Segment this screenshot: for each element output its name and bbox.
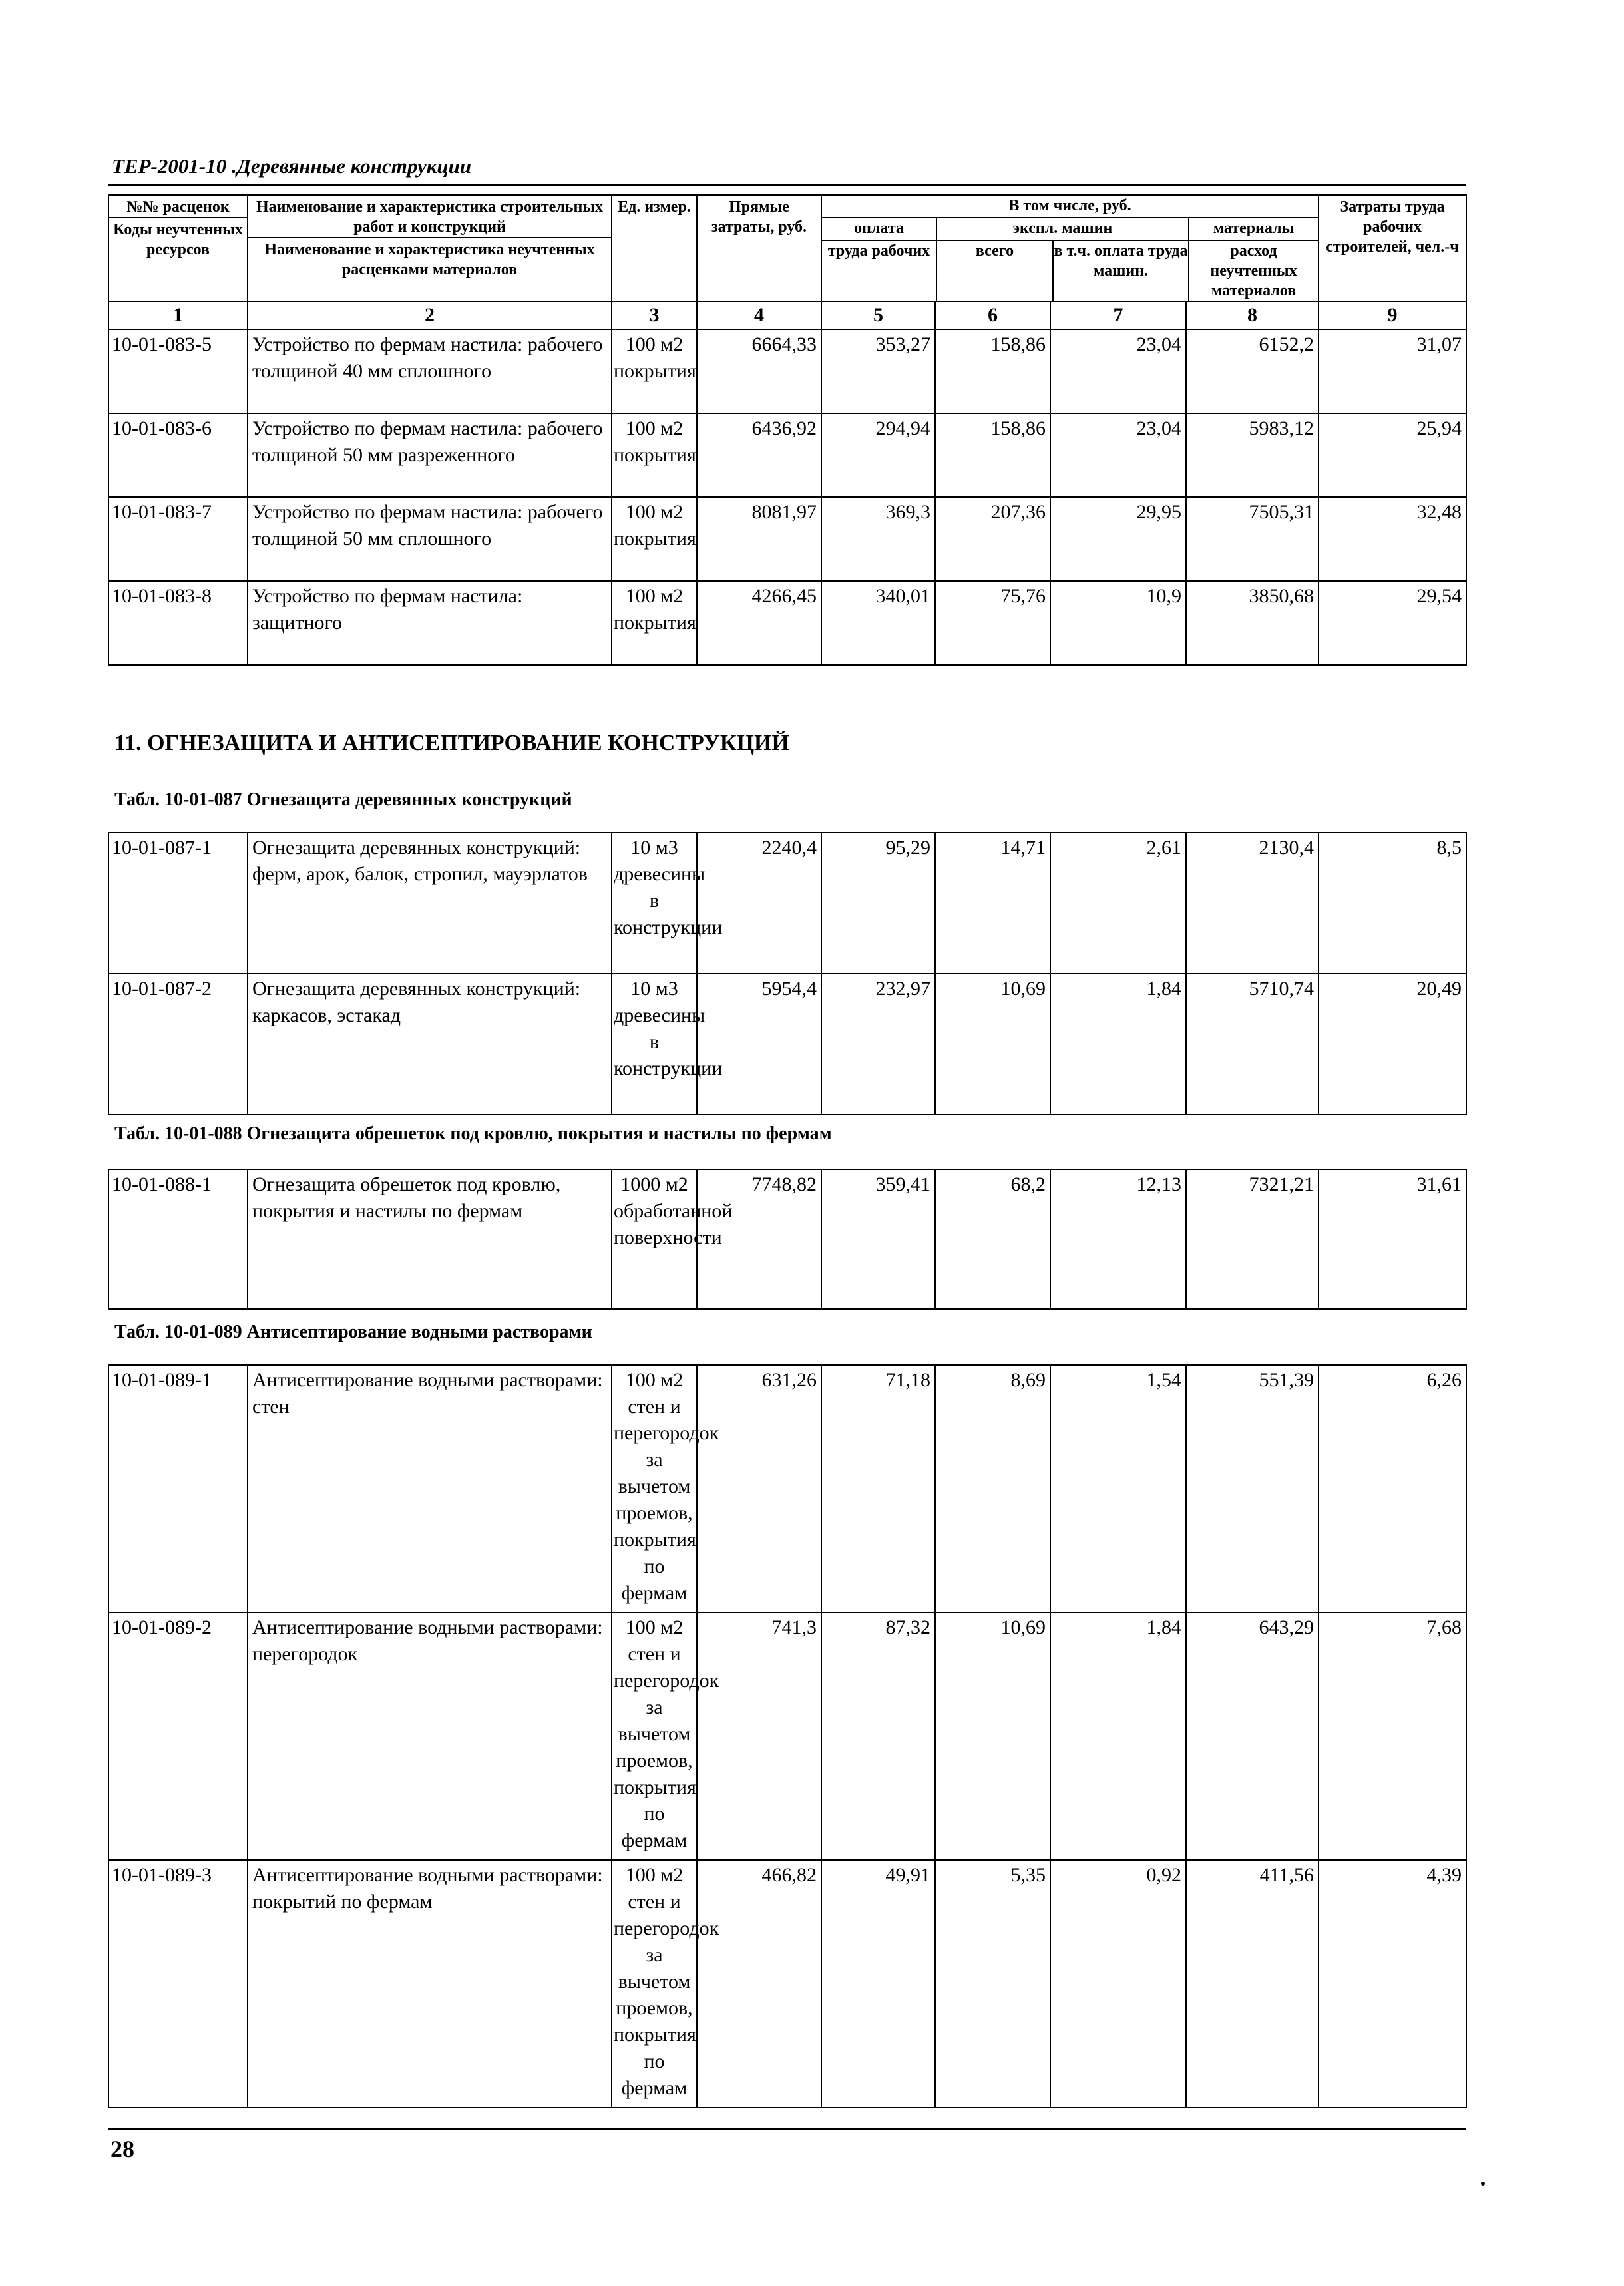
header-rule: [108, 184, 1466, 186]
rows-083: [108, 329, 1466, 665]
wage-group-label: оплата: [822, 218, 937, 240]
table-088: [108, 1169, 1467, 1310]
section-title: 11. ОГНЕЗАЩИТА И АНТИСЕПТИРОВАНИЕ КОНСТРУКЦИЙ: [114, 731, 789, 755]
table-row: 10-01-089-2 Антисептирование водными растворами: перегородок 100 м2 стен и перегородок за вычетом проемов, покрытия по фермам 741,3 87,32 10,69 1,84 643,29 7,68: [108, 1613, 1466, 1860]
col-code-header: №№ расценок Коды неучтенных ресурсов: [108, 195, 248, 301]
table-row: 10-01-088-1 Огнезащита обрешеток под кровлю, покрытия и настилы по фермам 1000 м2 обработанной поверхности 7748,82 359,41 68,2 12,13 7321,21 31,61: [108, 1169, 1466, 1309]
table-row: 10-01-083-5 Устройство по фермам настила: рабочего толщиной 40 мм сплошного 100 м2 покрытия 6664,33 353,27 158,86 23,04 6152,2 31,07: [108, 329, 1466, 413]
table-header: №№ расценок Коды неучтенных ресурсов Наименование и характеристика строительных работ и конструкций Наименование и характеристика неучтенных расценками материалов Ед. измер. Прямые затраты, руб. В том числе, руб. оплата экспл. машин материалы труда рабочих всего в т.ч. оплата труда машин. расход неучтенных материалов Затраты труда рабочих строителей, чел.-ч 1 2 3 4 5 6 7 8 9: [108, 195, 1466, 329]
col-wage-header: труда рабочих: [822, 241, 937, 301]
page-number: 28: [110, 2136, 134, 2162]
scan-dot: [1481, 2182, 1485, 2186]
page-header: ТЕР-2001-10 .Деревянные конструкции: [112, 154, 472, 178]
table-row: 10-01-083-7 Устройство по фермам настила: рабочего толщиной 50 мм сплошного 100 м2 покрытия 8081,97 369,3 207,36 29,95 7505,31 32,48: [108, 497, 1466, 581]
table-row: 10-01-083-8 Устройство по фермам настила: защитного 100 м2 покрытия 4266,45 340,01 75,76 10,9 3850,68 29,54: [108, 581, 1466, 665]
table-087-title: Табл. 10-01-087 Огнезащита деревянных конструкций: [114, 789, 572, 810]
table-087: [108, 832, 1467, 1115]
table-row: 10-01-089-1 Антисептирование водными растворами: стен 100 м2 стен и перегородок за вычетом проемов, покрытия по фермам 631,26 71,18 8,69 1,54 551,39 6,26: [108, 1365, 1466, 1613]
table-088-title: Табл. 10-01-088 Огнезащита обрешеток под кровлю, покрытия и настилы по фермам: [114, 1123, 832, 1144]
col-direct-header: Прямые затраты, руб.: [697, 195, 821, 301]
table-row: 10-01-087-2 Огнезащита деревянных конструкций: каркасов, эстакад 10 м3 древесины в конструкции 5954,4 232,97 10,69 1,84 5710,74 20,49: [108, 974, 1466, 1115]
col-unit-header: Ед. измер.: [612, 195, 697, 301]
table-row: 10-01-089-3 Антисептирование водными растворами: покрытий по фермам 100 м2 стен и перегородок за вычетом проемов, покрытия по фермам 466,82 49,91 5,35 0,92 411,56 4,39: [108, 1860, 1466, 2108]
table-089-title: Табл. 10-01-089 Антисептирование водными растворами: [114, 1322, 592, 1342]
table-row: 10-01-087-1 Огнезащита деревянных конструкций: ферм, арок, балок, стропил, мауэрлатов 10 м3 древесины в конструкции 2240,4 95,29 14,71 2,61 2130,4 8,5: [108, 833, 1466, 974]
footer-rule: [108, 2128, 1466, 2130]
col-group-header: В том числе, руб. оплата экспл. машин материалы труда рабочих всего в т.ч. оплата труда машин. расход неучтенных материалов: [821, 195, 1319, 301]
table-083: [108, 194, 1467, 666]
col-name-header: Наименование и характеристика строительных работ и конструкций Наименование и характеристика неучтенных расценками материалов: [248, 195, 612, 301]
table-row: 10-01-083-6 Устройство по фермам настила: рабочего толщиной 50 мм разреженного 100 м2 покрытия 6436,92 294,94 158,86 23,04 5983,12 25,94: [108, 413, 1466, 497]
col-labor-header: Затраты труда рабочих строителей, чел.-ч: [1319, 195, 1466, 301]
table-089: [108, 1364, 1467, 2108]
